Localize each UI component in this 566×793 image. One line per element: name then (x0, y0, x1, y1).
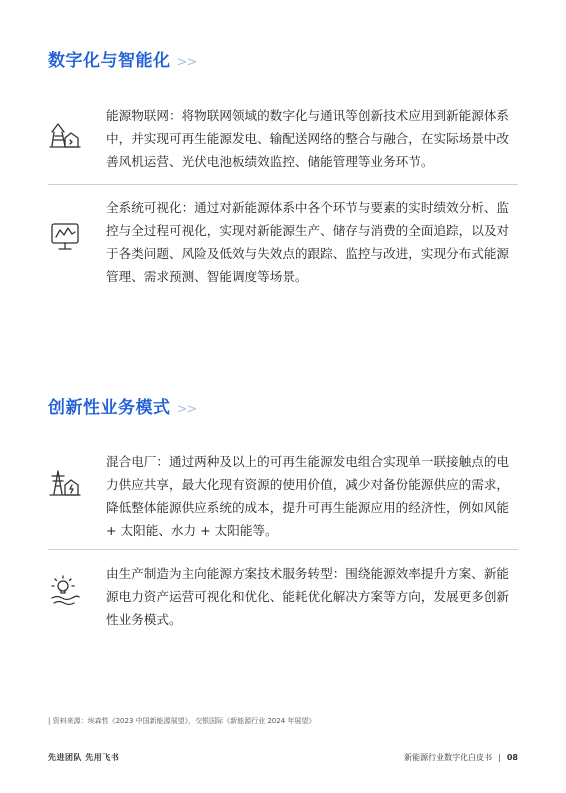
source-note: | 资料来源：埃森哲《2023 中国新能源展望》，交银国际《新能源行业 2024 年展望》 (48, 717, 316, 725)
iot-house-icon (48, 118, 82, 152)
paragraph: 混合电厂：通过两种及以上的可再生能源发电组合实现单一联接触点的电力供应共享，最大化现有资源的使用价值，减少对备份能源供应的需求，降低整体能源供应系统的成本，提升可再生能源应用的经济性，例如风能 + 太阳能、水力 + 太阳能等。 (106, 454, 509, 538)
paragraph: 全系统可视化：通过对新能源体系中各个环节与要素的实时绩效分析、监控与全过程可视化，实现对新能源生产、储存与消费的全面追踪，以及对于各类问题、风险及低效与失效点的跟踪、监控与改进，实现分布式能源管理、需求预测、智能调度等场景。 (106, 200, 509, 284)
section-title-text: 创新性业务模式 (48, 398, 171, 418)
section-title-innovative-business (48, 393, 196, 418)
page-number: 08 (506, 753, 518, 762)
divider (48, 549, 518, 550)
footer-title: 新能源行业数字化白皮书 (404, 753, 493, 762)
section-title-text: 数字化与智能化 (48, 51, 171, 71)
footer-separator: | (498, 753, 501, 762)
sun-wave-icon (48, 574, 82, 608)
footer-page-info (404, 752, 518, 763)
footer-slogan: 先进团队 先用飞书 (48, 753, 120, 762)
power-tower-house-icon (48, 466, 82, 500)
section-title-digitalization (48, 46, 196, 71)
divider (48, 184, 518, 185)
paragraph: 能源物联网：将物联网领域的数字化与通讯等创新技术应用到新能源体系中，并实现可再生能源发电、输配送网络的整合与融合，在实际场景中改善风机运营、光伏电池板绩效监控、储能管理等业务环节。 (106, 108, 509, 169)
chevron-double-icon: >> (176, 402, 197, 417)
chevron-double-icon: >> (176, 55, 197, 70)
paragraph: 由生产制造为主向能源方案技术服务转型：围绕能源效率提升方案、新能源电力资产运营可视化和优化、能耗优化解决方案等方向，发展更多创新性业务模式。 (106, 566, 509, 627)
monitor-chart-icon (48, 220, 82, 254)
